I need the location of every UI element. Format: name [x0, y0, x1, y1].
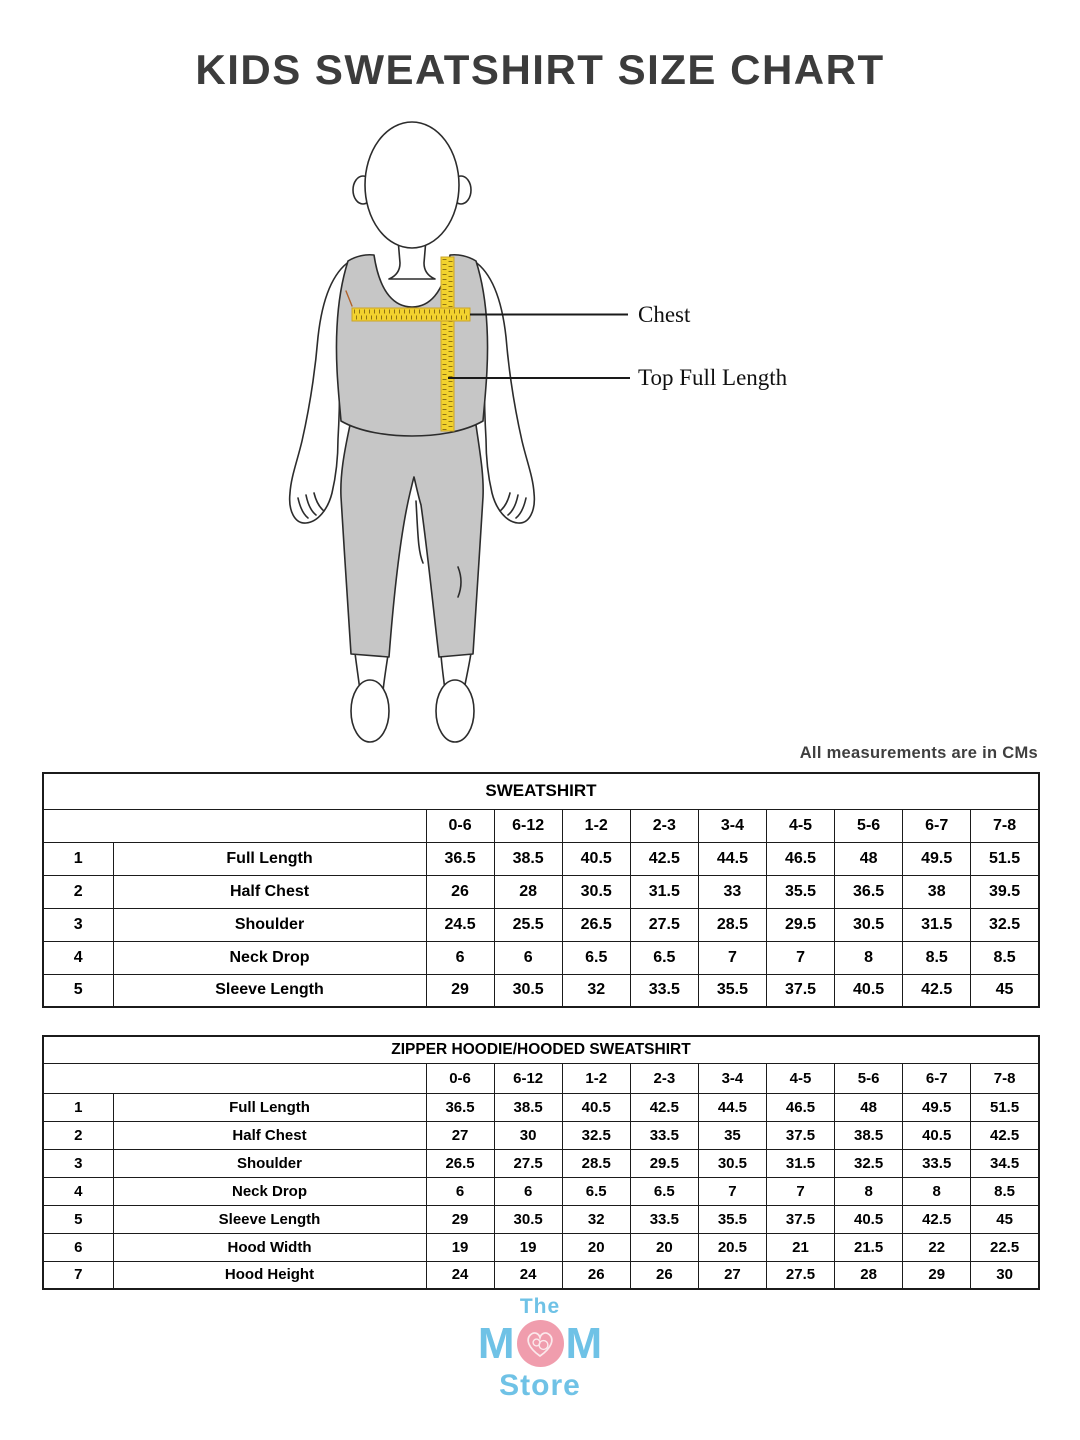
pants — [341, 425, 483, 657]
measurement-value: 26 — [562, 1261, 630, 1289]
size-header: 7-8 — [971, 809, 1039, 842]
table-row — [43, 842, 1039, 875]
measurement-value: 24 — [494, 1261, 562, 1289]
table-row — [43, 1093, 1039, 1121]
measurement-value: 29.5 — [630, 1149, 698, 1177]
size-header: 4-5 — [766, 1063, 834, 1093]
measurement-value: 40.5 — [562, 1093, 630, 1121]
measurement-value: 8.5 — [971, 1177, 1039, 1205]
row-label: Sleeve Length — [113, 1205, 426, 1233]
measurement-value: 26.5 — [562, 908, 630, 941]
size-header: 7-8 — [971, 1063, 1039, 1093]
measuring-tape-vertical — [441, 257, 454, 431]
size-header: 5-6 — [835, 1063, 903, 1093]
measurement-value: 32.5 — [971, 908, 1039, 941]
measurement-value: 20.5 — [698, 1233, 766, 1261]
measurement-value: 42.5 — [630, 1093, 698, 1121]
measurement-value: 29.5 — [766, 908, 834, 941]
measurement-value: 37.5 — [766, 1205, 834, 1233]
measurement-value: 30.5 — [562, 875, 630, 908]
row-number: 5 — [43, 974, 113, 1007]
table-row — [43, 1233, 1039, 1261]
measurement-value: 33.5 — [903, 1149, 971, 1177]
hoodie-size-table — [42, 1035, 1040, 1290]
row-label: Half Chest — [113, 875, 426, 908]
size-header: 1-2 — [562, 809, 630, 842]
measurement-value: 42.5 — [903, 974, 971, 1007]
measurement-value: 32.5 — [835, 1149, 903, 1177]
measurement-value: 48 — [835, 1093, 903, 1121]
measurement-value: 30 — [494, 1121, 562, 1149]
measurement-value: 48 — [835, 842, 903, 875]
row-number: 3 — [43, 1149, 113, 1177]
measurement-value: 51.5 — [971, 1093, 1039, 1121]
logo-word-store: Store — [499, 1369, 581, 1402]
logo-letter-m-right: M — [565, 1318, 603, 1368]
measurement-value: 38 — [903, 875, 971, 908]
row-number: 4 — [43, 941, 113, 974]
measurement-value: 6 — [494, 1177, 562, 1205]
measurement-value: 19 — [494, 1233, 562, 1261]
measurement-value: 8 — [835, 1177, 903, 1205]
size-header: 3-4 — [698, 809, 766, 842]
measurement-value: 7 — [698, 1177, 766, 1205]
measurement-value: 6.5 — [630, 1177, 698, 1205]
measurement-value: 36.5 — [426, 842, 494, 875]
row-label: Hood Height — [113, 1261, 426, 1289]
size-header: 2-3 — [630, 1063, 698, 1093]
sweatshirt-size-table — [42, 772, 1040, 1008]
row-number: 3 — [43, 908, 113, 941]
measurement-value: 7 — [766, 1177, 834, 1205]
size-header-blank — [43, 809, 426, 842]
size-header: 6-7 — [903, 1063, 971, 1093]
measurement-value: 27 — [426, 1121, 494, 1149]
size-header: 4-5 — [766, 809, 834, 842]
measurement-value: 27.5 — [494, 1149, 562, 1177]
row-label: Full Length — [113, 1093, 426, 1121]
row-number: 2 — [43, 1121, 113, 1149]
mom-heart-icon — [517, 1320, 564, 1367]
measurement-value: 42.5 — [903, 1205, 971, 1233]
measurement-value: 6 — [426, 941, 494, 974]
size-header: 5-6 — [835, 809, 903, 842]
size-header: 6-12 — [494, 1063, 562, 1093]
measurement-value: 40.5 — [562, 842, 630, 875]
measurement-value: 39.5 — [971, 875, 1039, 908]
row-label: Neck Drop — [113, 1177, 426, 1205]
measurement-value: 49.5 — [903, 1093, 971, 1121]
size-header: 6-12 — [494, 809, 562, 842]
measurement-value: 44.5 — [698, 1093, 766, 1121]
table-row — [43, 875, 1039, 908]
child-measurement-diagram — [250, 105, 810, 755]
row-number: 2 — [43, 875, 113, 908]
measurement-value: 31.5 — [766, 1149, 834, 1177]
table-row — [43, 974, 1039, 1007]
table-row — [43, 1149, 1039, 1177]
row-label: Shoulder — [113, 1149, 426, 1177]
row-number: 4 — [43, 1177, 113, 1205]
size-header: 1-2 — [562, 1063, 630, 1093]
row-label: Shoulder — [113, 908, 426, 941]
measurement-value: 8 — [835, 941, 903, 974]
size-header: 0-6 — [426, 809, 494, 842]
measurement-value: 31.5 — [903, 908, 971, 941]
row-number: 1 — [43, 1093, 113, 1121]
row-number: 7 — [43, 1261, 113, 1289]
left-foot — [351, 680, 389, 742]
logo-word-the: The — [519, 1295, 561, 1318]
measurement-value: 21 — [766, 1233, 834, 1261]
row-label: Sleeve Length — [113, 974, 426, 1007]
size-header-blank — [43, 1063, 426, 1093]
row-number: 5 — [43, 1205, 113, 1233]
measurement-value: 37.5 — [766, 974, 834, 1007]
table-row — [43, 908, 1039, 941]
measurement-value: 8.5 — [903, 941, 971, 974]
measurement-value: 33.5 — [630, 1205, 698, 1233]
row-label: Hood Width — [113, 1233, 426, 1261]
top-full-length-label: Top Full Length — [638, 365, 788, 390]
mom-store-logo — [0, 1296, 1080, 1401]
measurement-value: 33.5 — [630, 1121, 698, 1149]
measurement-value: 38.5 — [494, 1093, 562, 1121]
measurement-value: 44.5 — [698, 842, 766, 875]
measurement-value: 26 — [426, 875, 494, 908]
measurement-value: 8 — [903, 1177, 971, 1205]
measurement-value: 31.5 — [630, 875, 698, 908]
measurement-value: 36.5 — [426, 1093, 494, 1121]
measurement-value: 27.5 — [766, 1261, 834, 1289]
measurement-value: 28.5 — [698, 908, 766, 941]
size-header: 2-3 — [630, 809, 698, 842]
measurement-value: 32 — [562, 1205, 630, 1233]
measurement-value: 20 — [630, 1233, 698, 1261]
row-label: Half Chest — [113, 1121, 426, 1149]
page-title: KIDS SWEATSHIRT SIZE CHART — [195, 46, 885, 93]
table-row — [43, 1261, 1039, 1289]
measurement-value: 40.5 — [835, 1205, 903, 1233]
measurement-value: 33 — [698, 875, 766, 908]
measurement-value: 46.5 — [766, 842, 834, 875]
measurement-value: 27 — [698, 1261, 766, 1289]
measurement-value: 6 — [426, 1177, 494, 1205]
measurement-value: 22.5 — [971, 1233, 1039, 1261]
size-header: 3-4 — [698, 1063, 766, 1093]
measurement-value: 30.5 — [494, 974, 562, 1007]
measurement-value: 49.5 — [903, 842, 971, 875]
measurement-value: 21.5 — [835, 1233, 903, 1261]
row-number: 1 — [43, 842, 113, 875]
measurement-value: 28 — [835, 1261, 903, 1289]
measurement-value: 32.5 — [562, 1121, 630, 1149]
row-number: 6 — [43, 1233, 113, 1261]
measurement-value: 26 — [630, 1261, 698, 1289]
measurement-value: 6.5 — [562, 941, 630, 974]
measurement-value: 46.5 — [766, 1093, 834, 1121]
measurement-value: 34.5 — [971, 1149, 1039, 1177]
measuring-tape-horizontal — [352, 308, 470, 321]
table-title: ZIPPER HOODIE/HOODED SWEATSHIRT — [43, 1036, 1039, 1063]
measurement-value: 24.5 — [426, 908, 494, 941]
measurement-value: 35.5 — [698, 974, 766, 1007]
measurement-value: 19 — [426, 1233, 494, 1261]
logo-letter-m-left: M — [477, 1318, 515, 1368]
measurement-value: 42.5 — [971, 1121, 1039, 1149]
measurement-value: 51.5 — [971, 842, 1039, 875]
measurement-value: 6.5 — [630, 941, 698, 974]
measurement-value: 22 — [903, 1233, 971, 1261]
measurement-value: 25.5 — [494, 908, 562, 941]
row-label: Neck Drop — [113, 941, 426, 974]
measurement-value: 7 — [766, 941, 834, 974]
measurement-value: 30.5 — [835, 908, 903, 941]
measurement-value: 35.5 — [766, 875, 834, 908]
measurement-value: 42.5 — [630, 842, 698, 875]
measurement-value: 30.5 — [494, 1205, 562, 1233]
table-row — [43, 941, 1039, 974]
table-row — [43, 1177, 1039, 1205]
chest-label: Chest — [638, 302, 691, 327]
measurement-value: 33.5 — [630, 974, 698, 1007]
measurement-value: 29 — [903, 1261, 971, 1289]
measurement-value: 32 — [562, 974, 630, 1007]
size-header: 0-6 — [426, 1063, 494, 1093]
measurement-value: 27.5 — [630, 908, 698, 941]
measurement-value: 28.5 — [562, 1149, 630, 1177]
measurement-value: 20 — [562, 1233, 630, 1261]
measurement-value: 36.5 — [835, 875, 903, 908]
right-foot — [436, 680, 474, 742]
table-row — [43, 1121, 1039, 1149]
measurement-value: 26.5 — [426, 1149, 494, 1177]
measurement-value: 37.5 — [766, 1121, 834, 1149]
measurement-value: 35 — [698, 1121, 766, 1149]
measurement-value: 40.5 — [835, 974, 903, 1007]
measurement-value: 30 — [971, 1261, 1039, 1289]
measurement-unit-note: All measurements are in CMs — [799, 744, 1038, 762]
table-title: SWEATSHIRT — [43, 773, 1039, 809]
table-row — [43, 1205, 1039, 1233]
row-label: Full Length — [113, 842, 426, 875]
measurement-value: 6.5 — [562, 1177, 630, 1205]
head — [365, 122, 459, 248]
measurement-value: 38.5 — [835, 1121, 903, 1149]
measurement-value: 6 — [494, 941, 562, 974]
measurement-value: 29 — [426, 1205, 494, 1233]
measurement-value: 38.5 — [494, 842, 562, 875]
measurement-value: 45 — [971, 974, 1039, 1007]
measurement-value: 7 — [698, 941, 766, 974]
measurement-value: 29 — [426, 974, 494, 1007]
measurement-value: 40.5 — [903, 1121, 971, 1149]
measurement-value: 8.5 — [971, 941, 1039, 974]
measurement-value: 45 — [971, 1205, 1039, 1233]
measurement-value: 30.5 — [698, 1149, 766, 1177]
measurement-value: 28 — [494, 875, 562, 908]
size-header: 6-7 — [903, 809, 971, 842]
tank-top — [336, 255, 487, 436]
measurement-value: 24 — [426, 1261, 494, 1289]
measurement-value: 35.5 — [698, 1205, 766, 1233]
